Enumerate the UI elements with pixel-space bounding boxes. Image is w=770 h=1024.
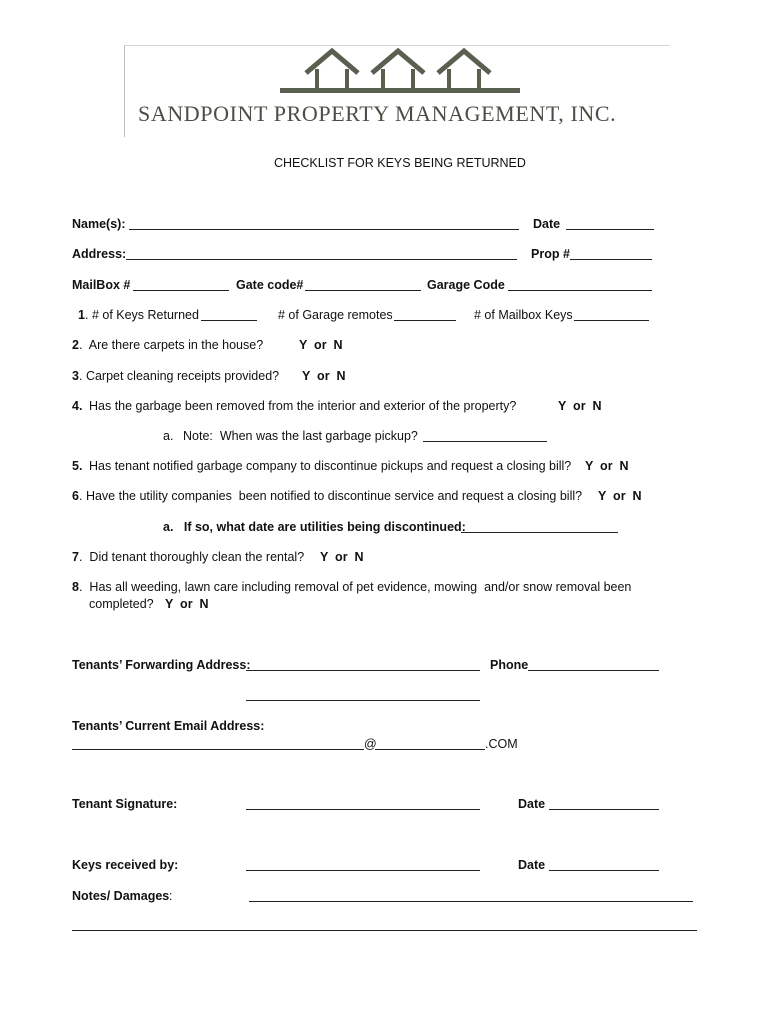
item8-number: 8 [72,580,79,594]
phone-label: Phone [490,658,529,672]
item3-number: 3 [72,369,79,383]
prop-field[interactable] [570,259,652,260]
keys-received-date-label: Date [518,858,546,872]
item6a-text: a. If so, what date are utilities being discontinued: [163,520,466,534]
garage-remotes-field[interactable] [394,320,456,321]
item3-text: . Carpet cleaning receipts provided? [79,369,280,383]
names-field[interactable] [129,229,519,230]
prop-label: Prop # [531,247,570,261]
item3-answer[interactable]: Y or N [302,369,346,383]
item1-garage-label: # of Garage remotes [278,308,393,322]
item2-number: 2 [72,338,79,352]
item4a-text: Note: When was the last garbage pickup? [183,429,418,443]
mailbox-field[interactable] [133,290,229,291]
address-field[interactable] [126,259,517,260]
item8-text: . Has all weeding, lawn care including removal of pet evidence, mowing and/or snow removal been [79,580,632,594]
item5-text: Has tenant notified garbage company to discontinue pickups and request a closing bill? [89,459,572,473]
item8-text-continued: completed? [89,597,154,611]
forwarding-address-label: Tenants’ Forwarding Address: [72,658,251,672]
company-logo [124,45,670,137]
tenant-signature-field[interactable] [246,809,480,810]
keys-received-label: Keys received by: [72,858,179,872]
forwarding-address-field[interactable] [246,670,480,671]
email-domain-field[interactable] [375,749,485,750]
notes-colon: : [169,889,173,903]
signature-date-field[interactable] [549,809,659,810]
item4-number: 4. [72,399,83,413]
item6-text: . Have the utility companies been notified to discontinue service and request a closing bill? [79,489,583,503]
keys-received-date-field[interactable] [549,870,659,871]
tenant-signature-label: Tenant Signature: [72,797,178,811]
mailbox-keys-field[interactable] [574,320,649,321]
signature-date-label: Date [518,797,546,811]
item7-answer[interactable]: Y or N [320,550,364,564]
item4a-letter: a. [163,429,174,443]
logo-divider-vertical [124,45,125,137]
email-user-field[interactable] [72,749,364,750]
item6-number: 6 [72,489,79,503]
mailbox-label: MailBox # [72,278,131,292]
phone-field[interactable] [528,670,659,671]
names-label: Name(s): [72,217,126,231]
item4-answer[interactable]: Y or N [558,399,602,413]
email-suffix: .COM [485,737,518,751]
garage-code-field[interactable] [508,290,652,291]
email-at-sign: @ [364,737,377,751]
item1-number: 1 [78,308,85,322]
company-name: SANDPOINT PROPERTY MANAGEMENT, INC. [138,101,617,126]
date-field[interactable] [566,229,654,230]
item1-mailbox-label: # of Mailbox Keys [474,308,573,322]
last-garbage-pickup-field[interactable] [423,441,547,442]
item1-keys-label: . # of Keys Returned [85,308,199,322]
forwarding-address-field-line2[interactable] [246,700,480,701]
item2-answer[interactable]: Y or N [299,338,343,352]
item8-answer[interactable]: Y or N [165,597,209,611]
date-label: Date [533,217,561,231]
notes-field[interactable] [249,901,693,902]
email-label: Tenants’ Current Email Address: [72,719,265,733]
keys-received-field[interactable] [246,870,480,871]
item7-text: . Did tenant thoroughly clean the rental? [79,550,305,564]
form-title: CHECKLIST FOR KEYS BEING RETURNED [274,156,526,170]
item2-text: . Are there carpets in the house? [79,338,264,352]
item4-text: Has the garbage been removed from the interior and exterior of the property? [89,399,517,413]
utilities-discontinued-date-field[interactable] [461,532,618,533]
item5-number: 5. [72,459,83,473]
gate-code-field[interactable] [305,290,421,291]
garage-code-label: Garage Code [427,278,505,292]
gate-code-label: Gate code# [236,278,304,292]
notes-label: Notes/ Damages [72,889,170,903]
item6-answer[interactable]: Y or N [598,489,642,503]
address-label: Address: [72,247,127,261]
notes-field-line2[interactable] [72,930,697,931]
three-houses-logo-icon [280,45,520,95]
keys-returned-field[interactable] [201,320,257,321]
item5-answer[interactable]: Y or N [585,459,629,473]
item7-number: 7 [72,550,79,564]
